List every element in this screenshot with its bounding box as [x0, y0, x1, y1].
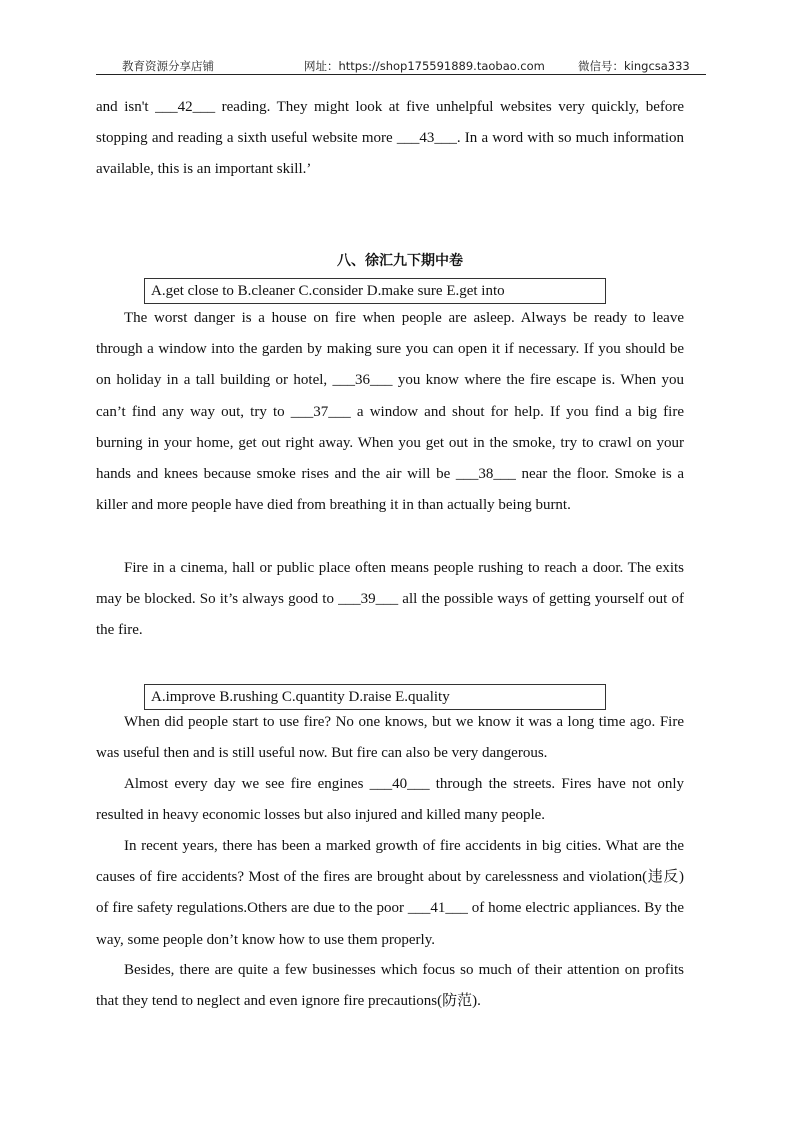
passage1-paragraph-2: Fire in a cinema, hall or public place often means people rushing to reach a door. The exits may be blocked. So it’s always good to ___39___ all the possible ways of getting yourself out of the fire.: [96, 560, 684, 639]
section-title: 八、徐汇九下期中卷: [337, 253, 463, 269]
passage2-paragraph-2: Almost every day we see fire engines ___40___ through the streets. Fires have not only resulted in heavy economic losses but also injured and killed many people.: [96, 776, 684, 824]
passage2-paragraph-4: Besides, there are quite a few businesses which focus so much of their attention on profits that they tend to neglect and even ignore fire precautions(防范).: [96, 962, 684, 1010]
passage1-paragraph-1: The worst danger is a house on fire when people are asleep. Always be ready to leave through a window into the garden by making sure you can open it if necessary. If you should be on holiday in a tall building or hotel, ___36___ you know where the fire escape is. When you can’t find any way out, try to ___37___ a window and shout for help. If you find a big fire burning in your home, get out right away. When you get out in the smoke, try to crawl on your hands and knees because smoke rises and the air will be ___38___ near the floor. Smoke is a killer and more people have died from breathing it in than actually being burnt.: [96, 310, 684, 514]
header-wechat: 微信号：kingcsa333: [578, 59, 690, 73]
passage2-paragraph-1: When did people start to use fire? No one knows, but we know it was a long time ago. Fire was useful then and is still useful now. But fire can also be very dangerous.: [96, 714, 684, 762]
page-header: [96, 56, 706, 75]
header-website: 网址：https://shop175591889.taobao.com: [304, 59, 545, 73]
header-shop-name: 教育资源分享店铺: [122, 59, 214, 73]
options-box-2: A.improve B.rushing C.quantity D.raise E.quality: [144, 684, 606, 710]
intro-paragraph: and isn't ___42___ reading. They might look at five unhelpful websites very quickly, before stopping and reading a sixth useful website more ___43___. In a word with so much information available, this is an important skill.’: [96, 99, 684, 178]
options-box-1: A.get close to B.cleaner C.consider D.make sure E.get into: [144, 278, 606, 304]
passage2-paragraph-3: In recent years, there has been a marked growth of fire accidents in big cities. What are the causes of fire accidents? Most of the fires are brought about by carelessness and violation(违反) of fire safety regulations.Others are due to the poor ___41___ of home electric appliances. By the way, some people don’t know how to use them properly.: [96, 838, 684, 948]
